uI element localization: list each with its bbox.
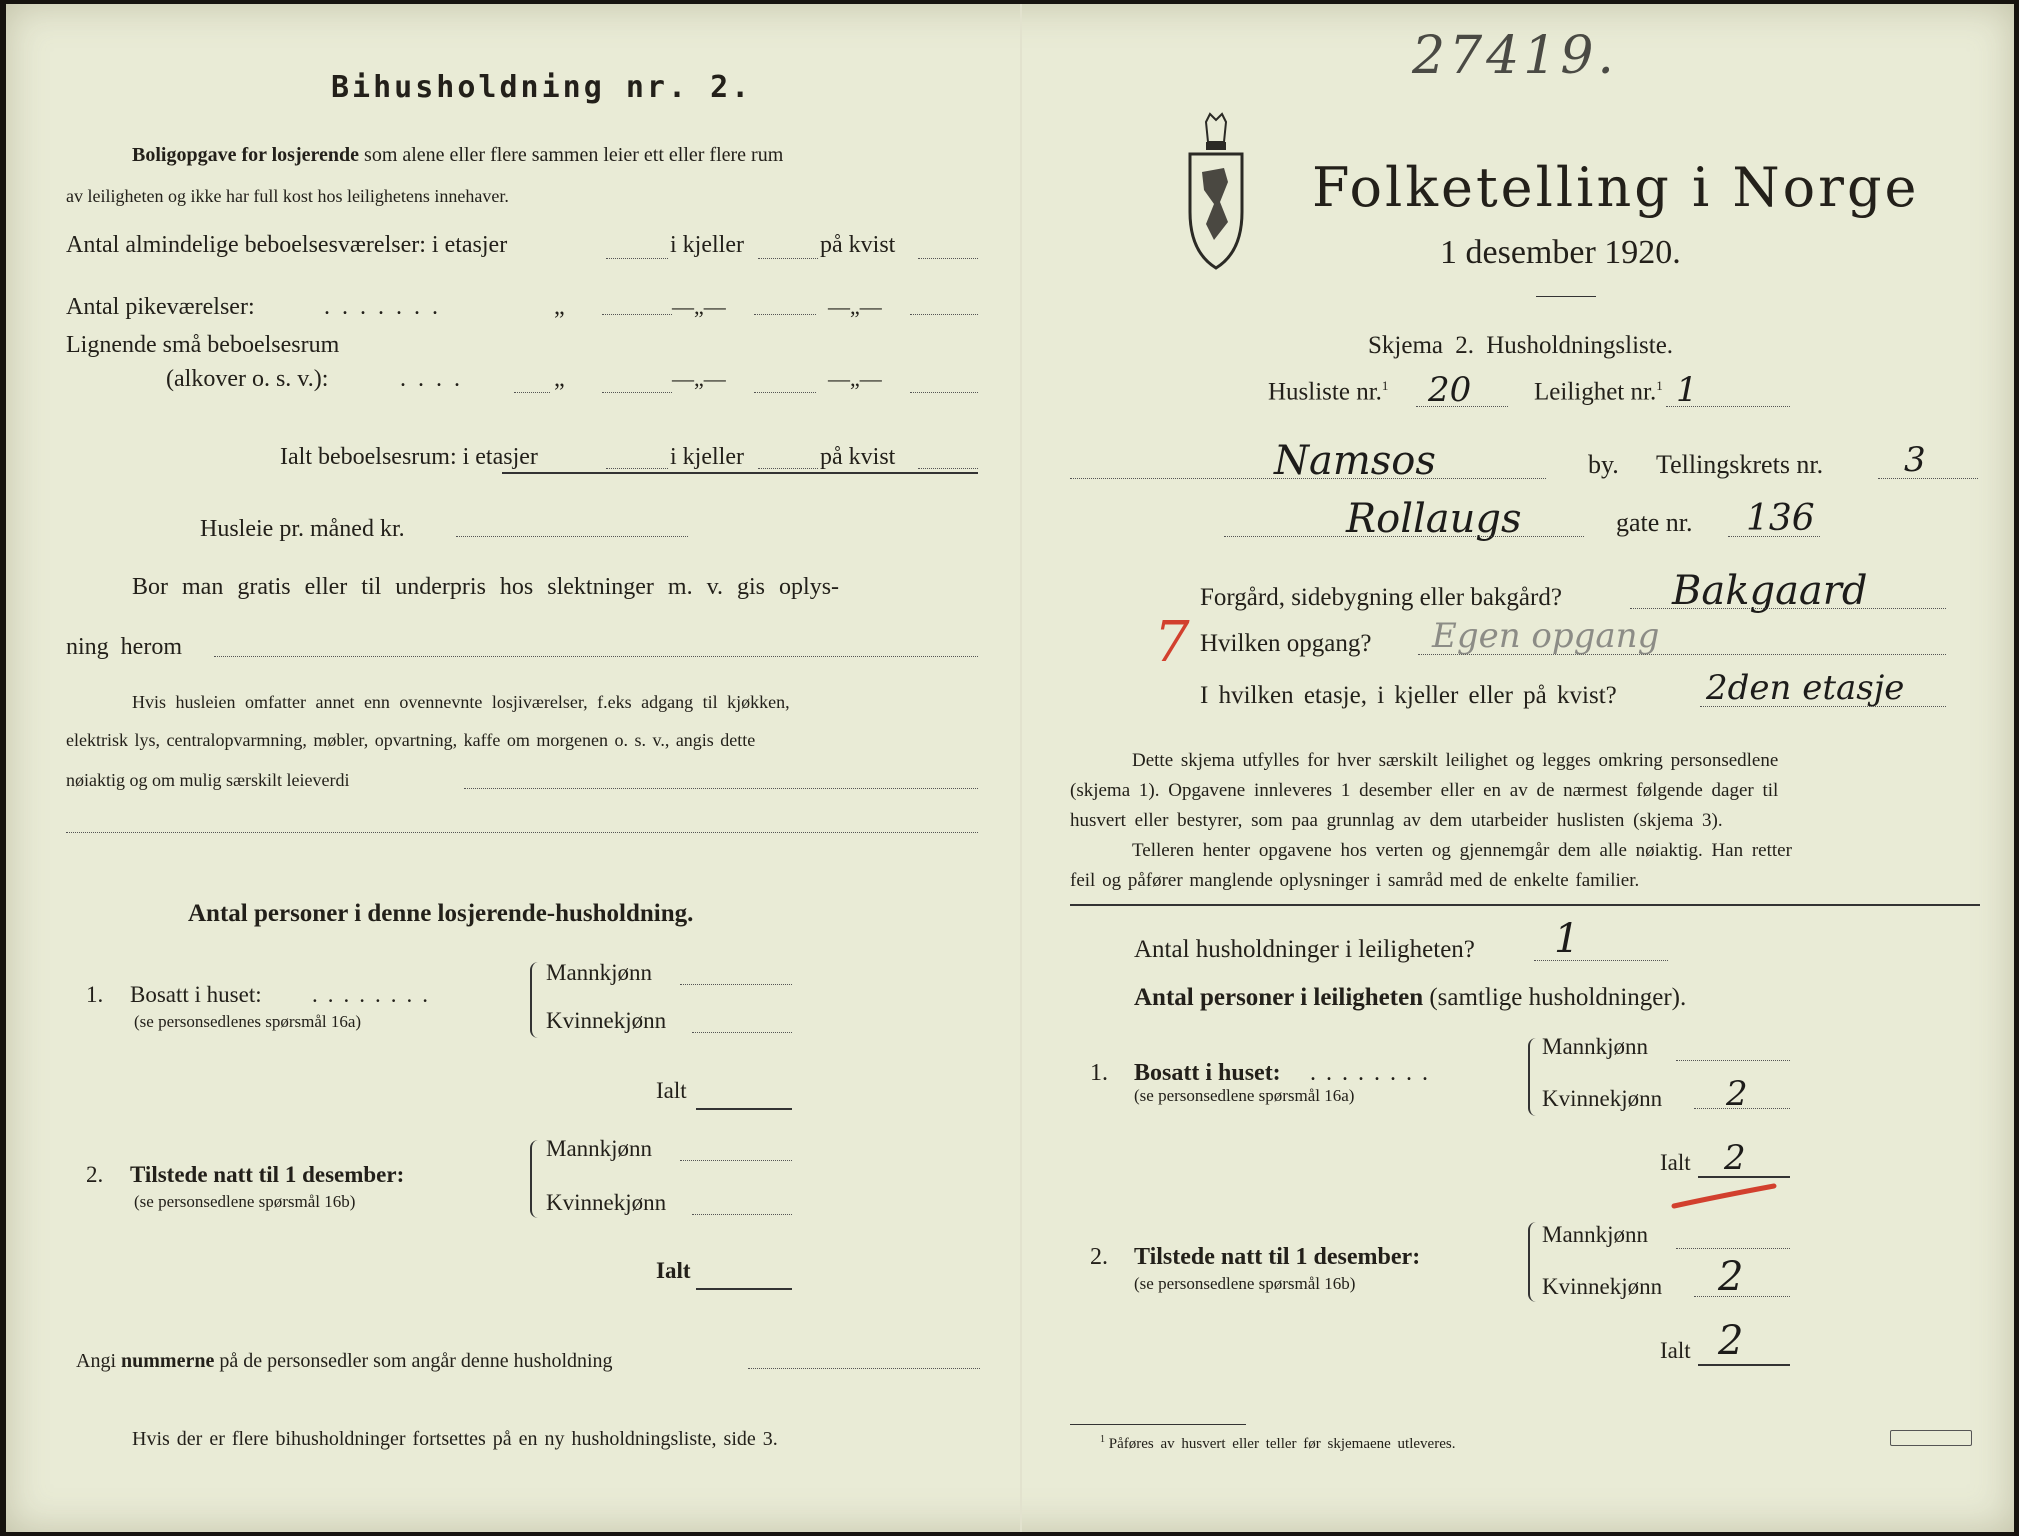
printer-mark-icon (1890, 1430, 1972, 1446)
rent-includes-3: nøiaktig og om mulig særskilt leieverdi (66, 770, 350, 790)
right-q2-male-line (1676, 1248, 1790, 1249)
households-value[interactable]: 1 (1554, 916, 1580, 962)
info-line-2: (skjema 1). Opgavene innleveres 1 desember eller en av de nærmest følgende dager til (1070, 780, 1779, 801)
numbers-bold: nummerne (121, 1350, 215, 1372)
free-text-1: Bor man gratis eller til underpris hos slektninger m. v. gis oplys- (132, 574, 840, 600)
rent-includes-2: elektrisk lys, centralopvarmning, møbler, opvartning, kaffe om morgenen o. s. v., angis dette (66, 730, 756, 750)
small-rooms-line-1 (602, 392, 672, 393)
rooms-cellar-label: i kjeller (670, 232, 744, 258)
small-rooms-ditto-3: —„— (828, 366, 882, 391)
footnote-text: Påføres av husvert eller teller før skjemaene utleveres. (1108, 1436, 1456, 1452)
info-line-4: Telleren henter opgavene hos verten og gjennemgår dem alle nøiaktig. Han retter (1132, 840, 1792, 861)
right-q1-total-value[interactable]: 2 (1724, 1138, 1746, 1178)
rooms-etasjer-line (606, 258, 668, 259)
leilighet-value[interactable]: 1 (1676, 370, 1698, 410)
schema-label: Skjema 2. Husholdningsliste. (1368, 332, 1674, 359)
total-rooms-underline (502, 472, 978, 474)
info-line-1: Dette skjema utfylles for hver særskilt leilighet og legges omkring personsedlene (1132, 750, 1779, 771)
right-persons-heading (1134, 984, 1686, 1012)
right-q1-ref: (se personsedlene spørsmål 16a) (1134, 1086, 1355, 1105)
small-rooms-leader: .... (400, 366, 472, 392)
rooms-attic-label: på kvist (820, 232, 896, 258)
rent-label: Husleie pr. måned kr. (200, 516, 405, 542)
left-q1-label: Bosatt i huset: (130, 982, 262, 1007)
husliste-line (1416, 406, 1508, 407)
red-check-mark (1670, 1182, 1780, 1212)
left-q1-female-line (692, 1032, 792, 1033)
left-q2-num: 2. (86, 1162, 104, 1187)
info-line-3: husvert eller bestyrer, som paa grunnlag av dem utarbeider huslisten (skjema 3). (1070, 810, 1723, 831)
right-date: 1 desember 1920. (1440, 234, 1681, 271)
leilighet-sup: 1 (1656, 378, 1663, 393)
rooms-cellar-line (758, 258, 818, 259)
right-q2-total-line (1698, 1364, 1790, 1366)
numbers-line (748, 1368, 980, 1369)
left-q1-female-label: Kvinnekjønn (546, 1008, 667, 1033)
husliste-sup: 1 (1381, 378, 1389, 393)
rent-includes-line (464, 788, 978, 789)
date-rule (1536, 296, 1596, 297)
left-persons-heading: Antal personer i denne losjerende-husholdning. (188, 900, 694, 927)
maid-rooms-ditto-1: „ (554, 294, 565, 320)
forgard-line (1630, 608, 1946, 609)
small-rooms-ditto-1: „ (554, 366, 565, 392)
city-value[interactable]: Namsos (1274, 438, 1436, 484)
rent-line (456, 536, 688, 537)
forgard-value[interactable]: Bakgaard (1672, 568, 1868, 614)
intro-line-2: av leiligheten og ikke har full kost hos leilighetens innehaver. (66, 186, 509, 206)
footnote-rule (1070, 1424, 1246, 1425)
left-title: Bihusholdning nr. 2. (331, 70, 753, 105)
right-q1-leader: ........ (1310, 1060, 1438, 1086)
left-q1-ref: (se personsedlenes spørsmål 16a) (134, 1012, 362, 1031)
right-q2-brace (1528, 1222, 1540, 1302)
free-text-line (214, 656, 978, 657)
rent-includes-line-2 (66, 832, 978, 833)
total-rooms-label: Ialt beboelsesrum: i etasjer (280, 444, 538, 470)
maid-rooms-label: Antal pikeværelser: (66, 294, 255, 320)
left-q2-label: Tilstede natt til 1 desember: (130, 1162, 405, 1187)
right-q1-female-value[interactable]: 2 (1726, 1074, 1748, 1114)
gate-line (1728, 536, 1820, 537)
right-q2-male-label: Mannkjønn (1542, 1222, 1649, 1247)
opgang-line (1418, 654, 1946, 655)
leilighet-text: Leilighet nr. (1534, 378, 1657, 406)
maid-rooms-leader: ....... (324, 294, 450, 320)
left-q1-brace (530, 962, 542, 1038)
maid-rooms-line-1 (602, 314, 672, 315)
total-rooms-cellar-line (758, 468, 818, 469)
free-text-2: ning herom (66, 634, 182, 660)
krets-value[interactable]: 3 (1904, 440, 1926, 480)
left-q2-male-line (680, 1160, 792, 1161)
left-q2-female-line (692, 1214, 792, 1215)
gate-label: gate nr. (1616, 508, 1693, 537)
small-rooms-ditto-2: —„— (672, 366, 726, 391)
right-q2-total-label: Ialt (1660, 1338, 1691, 1363)
right-q1-total-line (1698, 1176, 1790, 1178)
right-q2-female-line (1694, 1296, 1790, 1297)
left-q2-total-line (696, 1288, 792, 1290)
footnote (1100, 1434, 1455, 1453)
right-title: Folketelling i Norge (1312, 156, 1920, 219)
right-q1-total-label: Ialt (1660, 1150, 1691, 1175)
leilighet-label (1534, 378, 1663, 406)
street-line (1224, 536, 1584, 537)
right-persons-heading-rest: (samtlige husholdninger). (1429, 984, 1687, 1011)
stamp-number: 27419. (1412, 26, 1618, 86)
numbers-rest: på de personsedler som angår denne husholdning (219, 1350, 613, 1372)
right-q2-female-value[interactable]: 2 (1718, 1254, 1744, 1300)
right-q1-male-line (1676, 1060, 1790, 1061)
total-rooms-attic-label: på kvist (820, 444, 896, 470)
info-rule (1070, 904, 1980, 906)
etasje-label: I hvilken etasje, i kjeller eller på kvist? (1200, 682, 1617, 709)
right-q1-female-label: Kvinnekjønn (1542, 1086, 1663, 1111)
right-persons-heading-bold: Antal personer i leiligheten (1134, 984, 1424, 1011)
right-q2-num: 2. (1090, 1244, 1108, 1270)
intro-bold: Boligopgave for losjerende (132, 144, 360, 166)
page-fold (1020, 4, 1022, 1532)
gate-value[interactable]: 136 (1746, 498, 1815, 539)
left-q2-brace (530, 1140, 542, 1218)
rooms-attic-line (918, 258, 978, 259)
census-form-sheet (6, 4, 2014, 1532)
opgang-label: Hvilken opgang? (1200, 630, 1372, 657)
right-q1-brace (1528, 1038, 1540, 1116)
small-rooms-label-2: (alkover o. s. v.): (166, 366, 329, 392)
info-line-5: feil og påfører manglende oplysninger i samråd med de enkelte familier. (1070, 870, 1640, 891)
opgang-value[interactable]: Egen opgang (1432, 616, 1660, 656)
street-value[interactable]: Rollaugs (1346, 496, 1522, 542)
households-line (1534, 960, 1668, 961)
right-q2-female-label: Kvinnekjønn (1542, 1274, 1663, 1299)
left-q1-male-label: Mannkjønn (546, 960, 653, 985)
left-q1-male-line (680, 984, 792, 985)
footnote-num: 1 (1100, 1434, 1105, 1445)
numbers-prefix: Angi (76, 1350, 116, 1372)
left-q2-male-label: Mannkjønn (546, 1136, 653, 1161)
right-q1-male-label: Mannkjønn (1542, 1034, 1649, 1059)
husliste-value[interactable]: 20 (1428, 370, 1472, 410)
small-rooms-label-1: Lignende små beboelsesrum (66, 332, 340, 358)
forgard-label: Forgård, sidebygning eller bakgård? (1200, 584, 1562, 611)
left-q1-leader: ........ (312, 982, 438, 1007)
rent-includes-1: Hvis husleien omfatter annet enn ovennevnte losjiværelser, f.eks adgang til kjøkken, (132, 692, 790, 712)
rooms-label: Antal almindelige beboelsesværelser: i etasjer (66, 232, 508, 258)
maid-rooms-line-3 (910, 314, 978, 315)
husliste-text: Husliste nr. (1268, 378, 1382, 406)
leilighet-line (1666, 406, 1790, 407)
left-footer: Hvis der er flere bihusholdninger fortsettes på en ny husholdningsliste, side 3. (132, 1428, 778, 1450)
right-q2-total-value[interactable]: 2 (1718, 1318, 1744, 1364)
left-q2-total-label: Ialt (656, 1258, 691, 1283)
left-q2-female-label: Kvinnekjønn (546, 1190, 667, 1215)
krets-label: Tellingskrets nr. (1656, 450, 1824, 479)
total-rooms-attic-line (918, 468, 978, 469)
small-rooms-line-2 (754, 392, 816, 393)
right-q1-num: 1. (1090, 1060, 1108, 1086)
maid-rooms-ditto-3: —„— (828, 294, 882, 319)
etasje-value[interactable]: 2den etasje (1706, 668, 1905, 708)
etasje-line (1700, 706, 1946, 707)
left-q1-total-label: Ialt (656, 1078, 687, 1103)
husliste-label (1268, 378, 1388, 406)
city-line (1070, 478, 1546, 479)
left-q1-total-line (696, 1108, 792, 1110)
intro-rest: som alene eller flere sammen leier ett eller flere rum (364, 144, 784, 166)
right-q2-label: Tilstede natt til 1 desember: (1134, 1244, 1421, 1270)
small-rooms-line-0 (514, 392, 550, 393)
total-rooms-cellar-label: i kjeller (670, 444, 744, 470)
intro-line-1 (132, 144, 783, 167)
by-label: by. (1588, 450, 1619, 479)
small-rooms-line-3 (910, 392, 978, 393)
krets-line (1878, 478, 1978, 479)
right-q2-ref: (se personsedlene spørsmål 16b) (1134, 1274, 1356, 1293)
left-q2-ref: (se personsedlene spørsmål 16b) (134, 1192, 356, 1211)
maid-rooms-line-2 (754, 314, 816, 315)
left-q1-num: 1. (86, 982, 104, 1007)
right-q1-label: Bosatt i huset: (1134, 1060, 1281, 1086)
total-rooms-etasjer-line (606, 468, 668, 469)
households-label: Antal husholdninger i leiligheten? (1134, 936, 1475, 963)
coat-of-arms-icon (1184, 112, 1248, 272)
maid-rooms-ditto-2: —„— (672, 294, 726, 319)
numbers-line-text (76, 1350, 613, 1373)
right-q1-female-line (1694, 1108, 1790, 1109)
red-mark: 7 (1154, 610, 1190, 675)
